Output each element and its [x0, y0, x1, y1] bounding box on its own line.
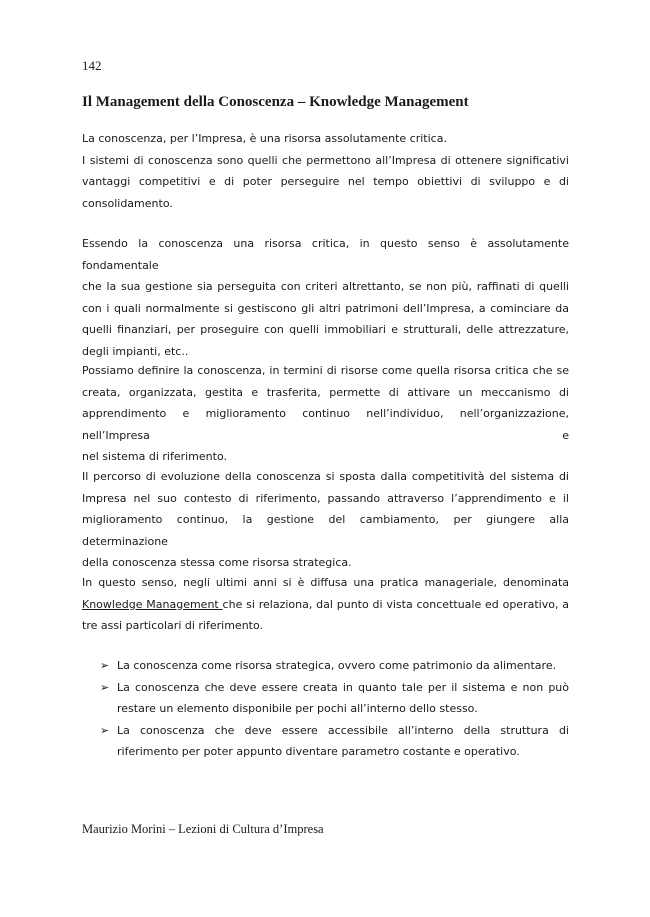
arrow-bullet-icon: ➢: [100, 680, 110, 694]
paragraph-line-rest: che si relaziona, dal punto di vista concettuale ed operativo, a: [222, 597, 569, 611]
list-item: [100, 677, 569, 720]
list-item-text: La conoscenza che deve essere accessibile all’interno della struttura di riferimento per poter appunto diventare parametro costante e operativo.: [117, 723, 569, 758]
paragraph-line: In questo senso, negli ultimi anni si è diffusa una pratica manageriale, denominata: [82, 576, 569, 589]
paragraph-line: [82, 594, 569, 616]
page-footer: Maurizio Morini – Lezioni di Cultura d’Impresa: [82, 822, 324, 836]
paragraph-line: Il percorso di evoluzione della conoscenza si sposta dalla competitività del sistema di: [82, 470, 569, 483]
paragraph-line: degli impianti, etc..: [82, 344, 189, 358]
paragraph-3: [82, 360, 569, 468]
paragraph-line: quelli finanziari, per proseguire con quelli immobiliari e strutturali, delle attrezzature,: [82, 323, 569, 336]
paragraph-1: [82, 128, 569, 214]
page-title: Il Management della Conoscenza – Knowledge Management: [82, 94, 469, 110]
list-item: [100, 655, 569, 677]
arrow-bullet-icon: ➢: [100, 659, 110, 672]
bullet-list: [100, 655, 569, 763]
arrow-bullet-icon: ➢: [100, 723, 110, 737]
paragraph-line: miglioramento continuo, la gestione del cambiamento, per giungere alla determinazione: [82, 513, 569, 548]
knowledge-management-term: Knowledge Management: [82, 597, 223, 611]
paragraph-line: della conoscenza stessa come risorsa strategica.: [82, 556, 352, 569]
list-item: [100, 720, 569, 763]
paragraph-line: vantaggi competitivi e di poter perseguire nel tempo obiettivi di sviluppo e di: [82, 175, 569, 188]
paragraph-line: I sistemi di conoscenza sono quelli che permettono all’Impresa di ottenere significativi: [82, 153, 569, 167]
paragraph-4: [82, 466, 569, 574]
paragraph-5: [82, 572, 569, 637]
paragraph-line: La conoscenza, per l’Impresa, è una risorsa assolutamente critica.: [82, 132, 447, 145]
paragraph-line: Possiamo definire la conoscenza, in termini di risorse come quella risorsa critica che se: [82, 364, 569, 377]
list-item-text: La conoscenza che deve essere creata in quanto tale per il sistema e non può restare un elemento disponibile per pochi all’interno dello stesso.: [117, 680, 569, 715]
paragraph-line: tre assi particolari di riferimento.: [82, 619, 264, 632]
paragraph-line: Impresa nel suo contesto di riferimento, passando attraverso l’apprendimento e il: [82, 491, 569, 505]
paragraph-2: [82, 233, 569, 362]
paragraph-line: che la sua gestione sia perseguita con criteri altrettanto, se non più, raffinati di quelli: [82, 280, 569, 293]
paragraph-line: nel sistema di riferimento.: [82, 450, 227, 463]
paragraph-line: apprendimento e miglioramento continuo nell’individuo, nell’organizzazione, nell’Impresa e: [82, 407, 569, 442]
paragraph-line: Essendo la conoscenza una risorsa critica, in questo senso è assolutamente fondamentale: [82, 237, 569, 272]
paragraph-line: creata, organizzata, gestita e trasferita, permette di attivare un meccanismo di: [82, 385, 569, 399]
page-number: 142: [82, 58, 102, 73]
paragraph-line: consolidamento.: [82, 196, 173, 210]
list-item-text: La conoscenza come risorsa strategica, ovvero come patrimonio da alimentare.: [117, 659, 557, 672]
paragraph-line: con i quali normalmente si gestiscono gli altri patrimoni dell’Impresa, a cominciare da: [82, 301, 569, 315]
